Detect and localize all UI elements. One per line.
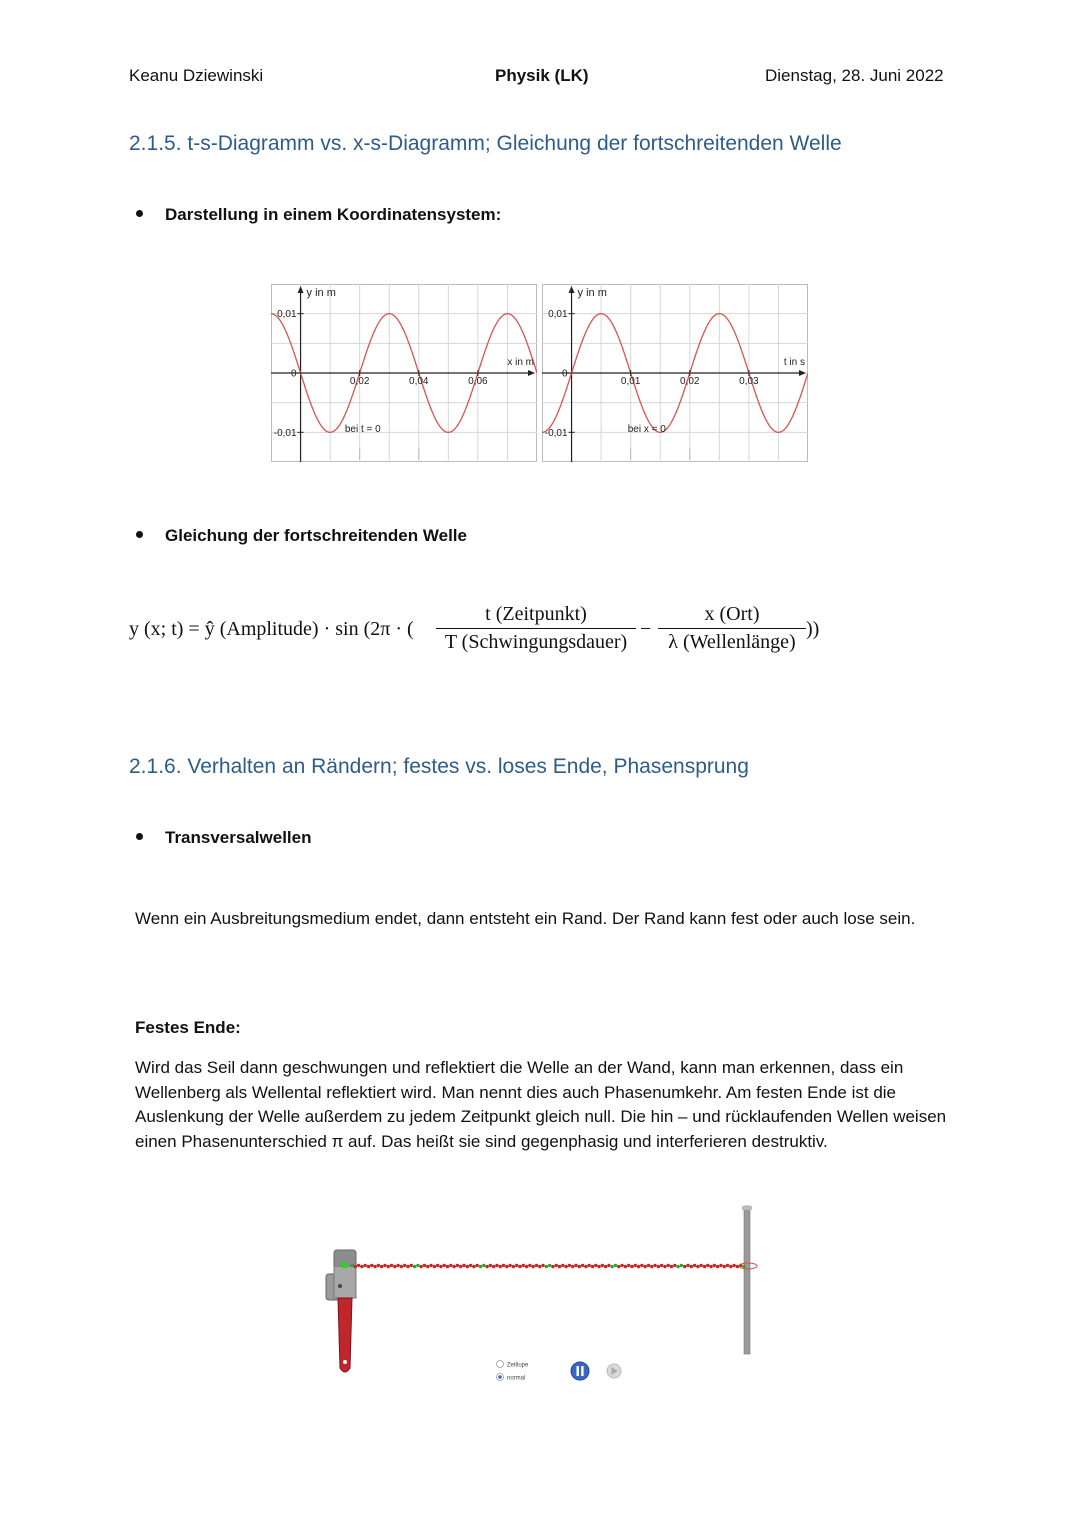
rope-bead <box>485 1265 488 1268</box>
rope-bead <box>676 1265 679 1268</box>
pause-button[interactable] <box>571 1362 589 1380</box>
rope-bead <box>693 1264 696 1267</box>
rope-bead <box>686 1264 689 1267</box>
fraction-numerator: t (Zeitpunkt) <box>485 603 587 625</box>
rope-bead <box>650 1265 653 1268</box>
chart-annotation: bei t = 0 <box>344 424 381 435</box>
section-heading-2-1-5: 2.1.5. t-s-Diagramm vs. x-s-Diagramm; Gleichung der fortschreitenden Welle <box>129 132 842 155</box>
y-tick-label: 0 <box>290 368 297 380</box>
rope-bead <box>413 1265 416 1268</box>
rope-bead <box>416 1264 419 1267</box>
step-button[interactable] <box>607 1364 621 1378</box>
rope-bead <box>390 1264 393 1267</box>
rope-bead <box>584 1265 587 1268</box>
radio-zeitlupe[interactable] <box>497 1361 504 1368</box>
y-axis-label: y in m <box>306 287 336 299</box>
equation-lhs: y (x; t) = ŷ (Amplitude) · sin (2π · ( <box>129 618 414 640</box>
author-name: Keanu Dziewinski <box>129 66 264 85</box>
rope-bead <box>558 1265 561 1268</box>
rope-bead <box>400 1265 403 1268</box>
fraction-time <box>436 603 636 654</box>
rope-bead <box>555 1264 558 1267</box>
rope-bead <box>449 1264 452 1267</box>
x-tick-label: 0,04 <box>409 376 429 387</box>
rope-bead <box>538 1265 541 1268</box>
rope-bead <box>581 1264 584 1267</box>
rope-bead <box>568 1264 571 1267</box>
rope-bead <box>729 1265 732 1268</box>
rope-bead <box>551 1265 554 1268</box>
rope-bead <box>436 1264 439 1267</box>
rope-bead <box>587 1264 590 1267</box>
rope-bead <box>443 1264 446 1267</box>
paragraph-rand: Wenn ein Ausbreitungsmedium endet, dann entsteht ein Rand. Der Rand kann fest oder auch lose sein. <box>135 909 916 928</box>
bullet-item <box>136 526 467 546</box>
rope-bead <box>624 1265 627 1268</box>
rope-bead <box>525 1265 528 1268</box>
subheading-festes-ende: Festes Ende: <box>135 1018 241 1037</box>
rope-bead <box>426 1265 429 1268</box>
radio-label-normal: normal <box>507 1375 526 1382</box>
rope-bead <box>561 1264 564 1267</box>
rope-bead <box>591 1265 594 1268</box>
rope-bead <box>469 1264 472 1267</box>
rope-bead <box>667 1264 670 1267</box>
y-tick-label: -0,01 <box>544 427 568 439</box>
radio-label-zeitlupe: Zeitlupe <box>507 1362 529 1369</box>
rope-bead <box>726 1264 729 1267</box>
fraction-denominator: T (Schwingungsdauer) <box>444 631 628 653</box>
rope-bead <box>680 1264 683 1267</box>
wrench-clamp-icon <box>326 1250 356 1372</box>
rope-wave-simulation <box>320 1200 770 1385</box>
rope-bead <box>363 1264 366 1267</box>
rope-bead <box>387 1265 390 1268</box>
rope-bead <box>657 1265 660 1268</box>
rope-bead <box>370 1264 373 1267</box>
wall-rod-cap <box>742 1206 752 1210</box>
bullet-dot <box>136 210 143 217</box>
rope-bead <box>528 1264 531 1267</box>
rope-bead <box>354 1265 357 1268</box>
rope-bead <box>380 1265 383 1268</box>
rope-bead <box>531 1265 534 1268</box>
y-tick-label: 0 <box>561 368 568 380</box>
rope-bead <box>479 1265 482 1268</box>
rope-bead <box>683 1265 686 1268</box>
rope-bead <box>535 1264 538 1267</box>
chart-x-s-diagram <box>271 284 537 462</box>
rope-bead <box>690 1265 693 1268</box>
fraction-bar <box>658 628 806 629</box>
bullet-item <box>136 828 311 848</box>
y-tick-label: 0,01 <box>277 309 297 321</box>
chart-annotation: bei x = 0 <box>627 424 666 435</box>
bullet-text: Transversalwellen <box>165 828 312 847</box>
rope-bead <box>663 1265 666 1268</box>
rope-bead <box>472 1265 475 1268</box>
x-tick-label: 0,01 <box>620 376 641 387</box>
rope-bead <box>545 1265 548 1268</box>
date-text: Dienstag, 28. Juni 2022 <box>765 66 944 85</box>
rope-bead <box>699 1264 702 1267</box>
rope-bead <box>505 1265 508 1268</box>
bullet-dot <box>136 531 143 538</box>
rope-bead <box>406 1265 409 1268</box>
rope-bead <box>439 1265 442 1268</box>
section-heading-2-1-6: 2.1.6. Verhalten an Rändern; festes vs. loses Ende, Phasensprung <box>129 755 749 778</box>
rope-bead <box>466 1265 469 1268</box>
rope-bead <box>475 1264 478 1267</box>
rope-bead <box>502 1264 505 1267</box>
rope-bead <box>482 1264 485 1267</box>
rope-bead <box>373 1265 376 1268</box>
rope-bead <box>597 1265 600 1268</box>
rope-bead <box>495 1264 498 1267</box>
speed-radio-group <box>497 1361 530 1382</box>
rope-bead <box>446 1265 449 1268</box>
rope-bead <box>716 1265 719 1268</box>
paragraph-festes-ende: Wird das Seil dann geschwungen und reflektiert die Welle an der Wand, kann man erkennen, dass ein Wellenberg als Wellental reflektiert wird. Man nennt dies auch Phasenumkehr. Am festen Ende ist die Auslenkung der Welle außerdem zu jedem Zeitpunkt gleich null. Die hin – und rücklaufenden Wellen weisen einen Phasenunterschied π auf. Das heißt sie sind gegenphasig und interferieren destruktiv. <box>135 1058 947 1151</box>
rope-bead <box>377 1264 380 1267</box>
rope-bead <box>637 1265 640 1268</box>
y-axis-label: y in m <box>577 287 607 299</box>
rope-bead <box>508 1264 511 1267</box>
bullet-item <box>136 205 501 225</box>
rope-bead <box>564 1265 567 1268</box>
x-tick-label: 0,02 <box>680 376 700 387</box>
rope-bead <box>452 1265 455 1268</box>
rope-bead <box>719 1264 722 1267</box>
rope-bead <box>357 1264 360 1267</box>
rope-bead <box>643 1265 646 1268</box>
fraction-denominator: λ (Wellenlänge) <box>668 631 796 653</box>
rope-bead <box>396 1264 399 1267</box>
rope-bead <box>660 1264 663 1267</box>
rope-bead <box>670 1265 673 1268</box>
pause-icon <box>577 1366 579 1376</box>
rope-bead <box>673 1264 676 1267</box>
fraction-location <box>658 603 806 654</box>
y-tick-label: 0,01 <box>548 309 568 321</box>
x-axis-label: t in s <box>783 357 805 368</box>
rope-bead <box>518 1265 521 1268</box>
rope-bead <box>360 1265 363 1268</box>
rope-bead <box>732 1264 735 1267</box>
rope-bead <box>713 1264 716 1267</box>
rope-bead <box>574 1264 577 1267</box>
rope-bead <box>367 1265 370 1268</box>
rope-bead <box>578 1265 581 1268</box>
rope-bead <box>393 1265 396 1268</box>
rope-bead <box>620 1264 623 1267</box>
fraction-bar <box>436 628 636 629</box>
rope-bead <box>634 1264 637 1267</box>
rope-bead <box>604 1265 607 1268</box>
rope-bead <box>601 1264 604 1267</box>
rope-bead <box>703 1265 706 1268</box>
rope-bead <box>723 1265 726 1268</box>
rope-bead <box>614 1264 617 1267</box>
rope-bead <box>640 1264 643 1267</box>
rope-bead <box>627 1264 630 1267</box>
rope-bead <box>350 1264 353 1267</box>
bullet-dot <box>136 833 143 840</box>
rope-bead <box>410 1264 413 1267</box>
x-tick-label: 0,02 <box>349 376 370 387</box>
bullet-text: Darstellung in einem Koordinatensystem: <box>165 205 502 224</box>
rope-bead <box>607 1264 610 1267</box>
rope-bead <box>515 1264 518 1267</box>
fraction-numerator: x (Ort) <box>704 603 760 625</box>
rope-bead <box>630 1265 633 1268</box>
rope-bead <box>617 1265 620 1268</box>
x-axis-label: x in m <box>507 357 534 368</box>
subject-title: Physik (LK) <box>495 66 589 85</box>
rope-bead <box>647 1264 650 1267</box>
rope-bead <box>429 1264 432 1267</box>
rope-bead <box>611 1265 614 1268</box>
rope-bead <box>541 1264 544 1267</box>
rope-bead <box>499 1265 502 1268</box>
rope-bead <box>459 1265 462 1268</box>
x-tick-label: 0,06 <box>468 376 488 387</box>
chart-t-s-diagram <box>542 284 808 462</box>
rope-bead <box>742 1265 745 1268</box>
rope-bead <box>456 1264 459 1267</box>
rope-bead <box>548 1264 551 1267</box>
equation-minus: − <box>640 618 652 640</box>
rope-beads <box>350 1264 745 1269</box>
rope-bead <box>571 1265 574 1268</box>
rope-bead <box>489 1264 492 1267</box>
rope-bead <box>706 1264 709 1267</box>
rope-bead <box>522 1264 525 1267</box>
rope-bead <box>709 1265 712 1268</box>
y-tick-label: -0,01 <box>273 427 297 439</box>
wall-rod <box>744 1206 750 1354</box>
rope-bead <box>492 1265 495 1268</box>
rope-bead <box>419 1265 422 1268</box>
rope-bead <box>383 1264 386 1267</box>
radio-selected-dot <box>498 1375 502 1379</box>
x-tick-label: 0,03 <box>739 376 759 387</box>
rope-bead <box>462 1264 465 1267</box>
rope-bead <box>423 1264 426 1267</box>
rope-bead <box>594 1264 597 1267</box>
rope-bead <box>403 1264 406 1267</box>
rope-bead <box>433 1265 436 1268</box>
rope-bead <box>512 1265 515 1268</box>
rope-bead <box>653 1264 656 1267</box>
equation-close: )) <box>806 618 820 640</box>
rope-bead <box>696 1265 699 1268</box>
bullet-text: Gleichung der fortschreitenden Welle <box>165 526 467 545</box>
